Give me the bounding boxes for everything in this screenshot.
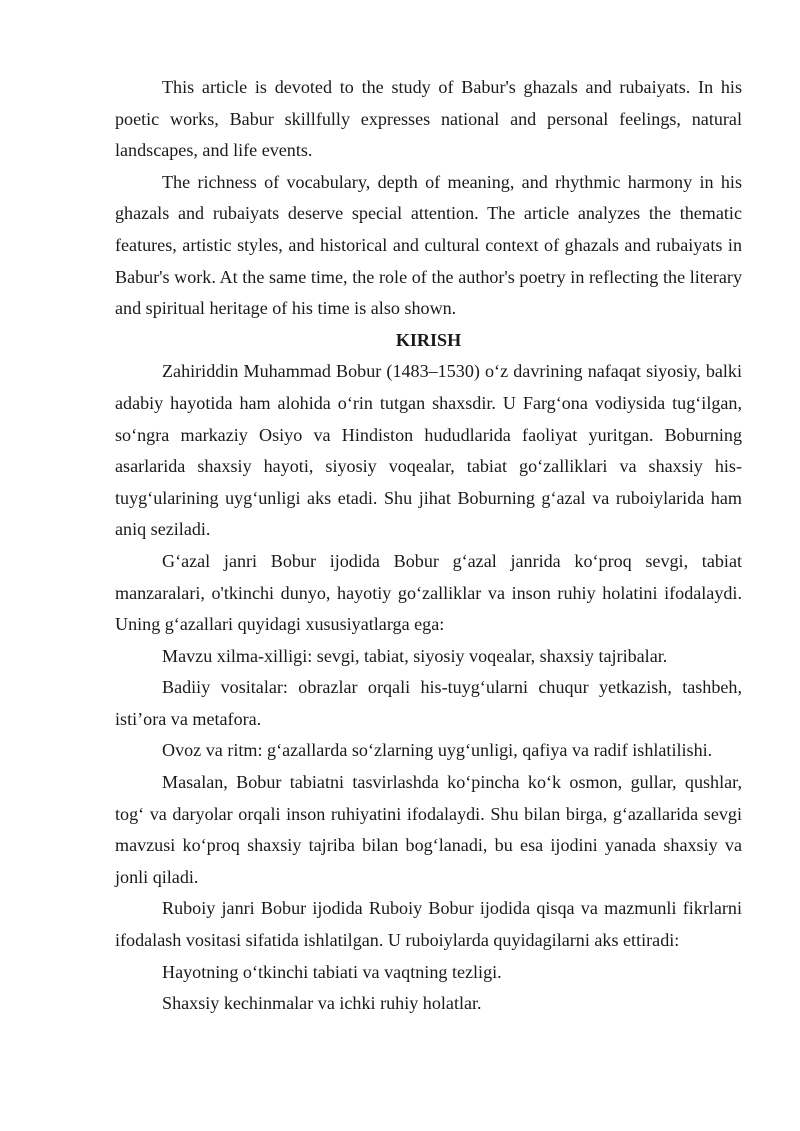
abstract-paragraph-1: This article is devoted to the study of Babur's ghazals and rubaiyats. In his poetic works, Babur skillfully expresses national and personal feelings, natural landscapes, and life events. bbox=[115, 77, 742, 161]
abstract-paragraph-2: The richness of vocabulary, depth of meaning, and rhythmic harmony in his ghazals and rubaiyats deserve special attention. The article analyzes the thematic features, artistic styles, and historical and cultural context of ghazals and rubaiyats in Babur's work. At the same time, the role of the author's poetry in reflecting the literary and spiritual heritage of his time is also shown. bbox=[115, 171, 742, 319]
section-heading: KIRISH bbox=[395, 329, 462, 350]
body-paragraph-1: Zahiriddin Muhammad Bobur (1483–1530) o‘z davrining nafaqat siyosiy, balki adabiy hayotida ham alohida o‘rin tutgan shaxsdir. U Farg‘ona vodiysida tug‘ilgan, so‘ngra markaziy Osiyo va Hindiston hududlarida faoliyat yuritgan. Boburning asarlarida shaxsiy hayoti, siyosiy voqealar, tabiat go‘zalliklari va shaxsiy his-tuyg‘ularining uyg‘unligi aks etadi. Shu jihat Boburning g‘azal va ruboiylarida ham aniq seziladi. bbox=[115, 361, 742, 540]
body-paragraph-example: Masalan, Bobur tabiatni tasvirlashda ko‘pincha ko‘k osmon, gullar, qushlar, tog‘ va daryolar orqali inson ruhiyatini ifodalaydi. Shu bilan birga, g‘azallarida sevgi mavzusi ko‘proq shaxsiy tajriba bilan bog‘lanadi, bu esa ijodini yanada shaxsiy va jonli qiladi. bbox=[115, 772, 742, 887]
list-item-theme-variety: Mavzu xilma-xilligi: sevgi, tabiat, siyosiy voqealar, shaxsiy tajribalar. bbox=[162, 645, 668, 666]
list-item-sound-rhythm: Ovoz va ritm: g‘azallarda so‘zlarning uyg‘unligi, qafiya va radif ishlatilishi. bbox=[162, 740, 713, 761]
body-paragraph-ruboiy: Ruboiy janri Bobur ijodida Ruboiy Bobur ijodida qisqa va mazmunli fikrlarni ifodalash vositasi sifatida ishlatilgan. U ruboiylarda quyidagilarni aks ettiradi: bbox=[115, 898, 742, 951]
document-page bbox=[115, 72, 742, 1020]
list-item-personal-feelings: Shaxsiy kechinmalar va ichki ruhiy holatlar. bbox=[162, 993, 482, 1014]
list-item-artistic-means: Badiiy vositalar: obrazlar orqali his-tuyg‘ularni chuqur yetkazish, tashbeh, isti’ora va metafora. bbox=[115, 677, 742, 729]
list-item-transience: Hayotning o‘tkinchi tabiati va vaqtning tezligi. bbox=[162, 961, 502, 982]
body-paragraph-2: G‘azal janri Bobur ijodida Bobur g‘azal janrida ko‘proq sevgi, tabiat manzaralari, o'tkinchi dunyo, hayotiy go‘zalliklar va inson ruhiy holatini ifodalaydi. Uning g‘azallari quyidagi xususiyatlarga ega: bbox=[115, 550, 742, 635]
